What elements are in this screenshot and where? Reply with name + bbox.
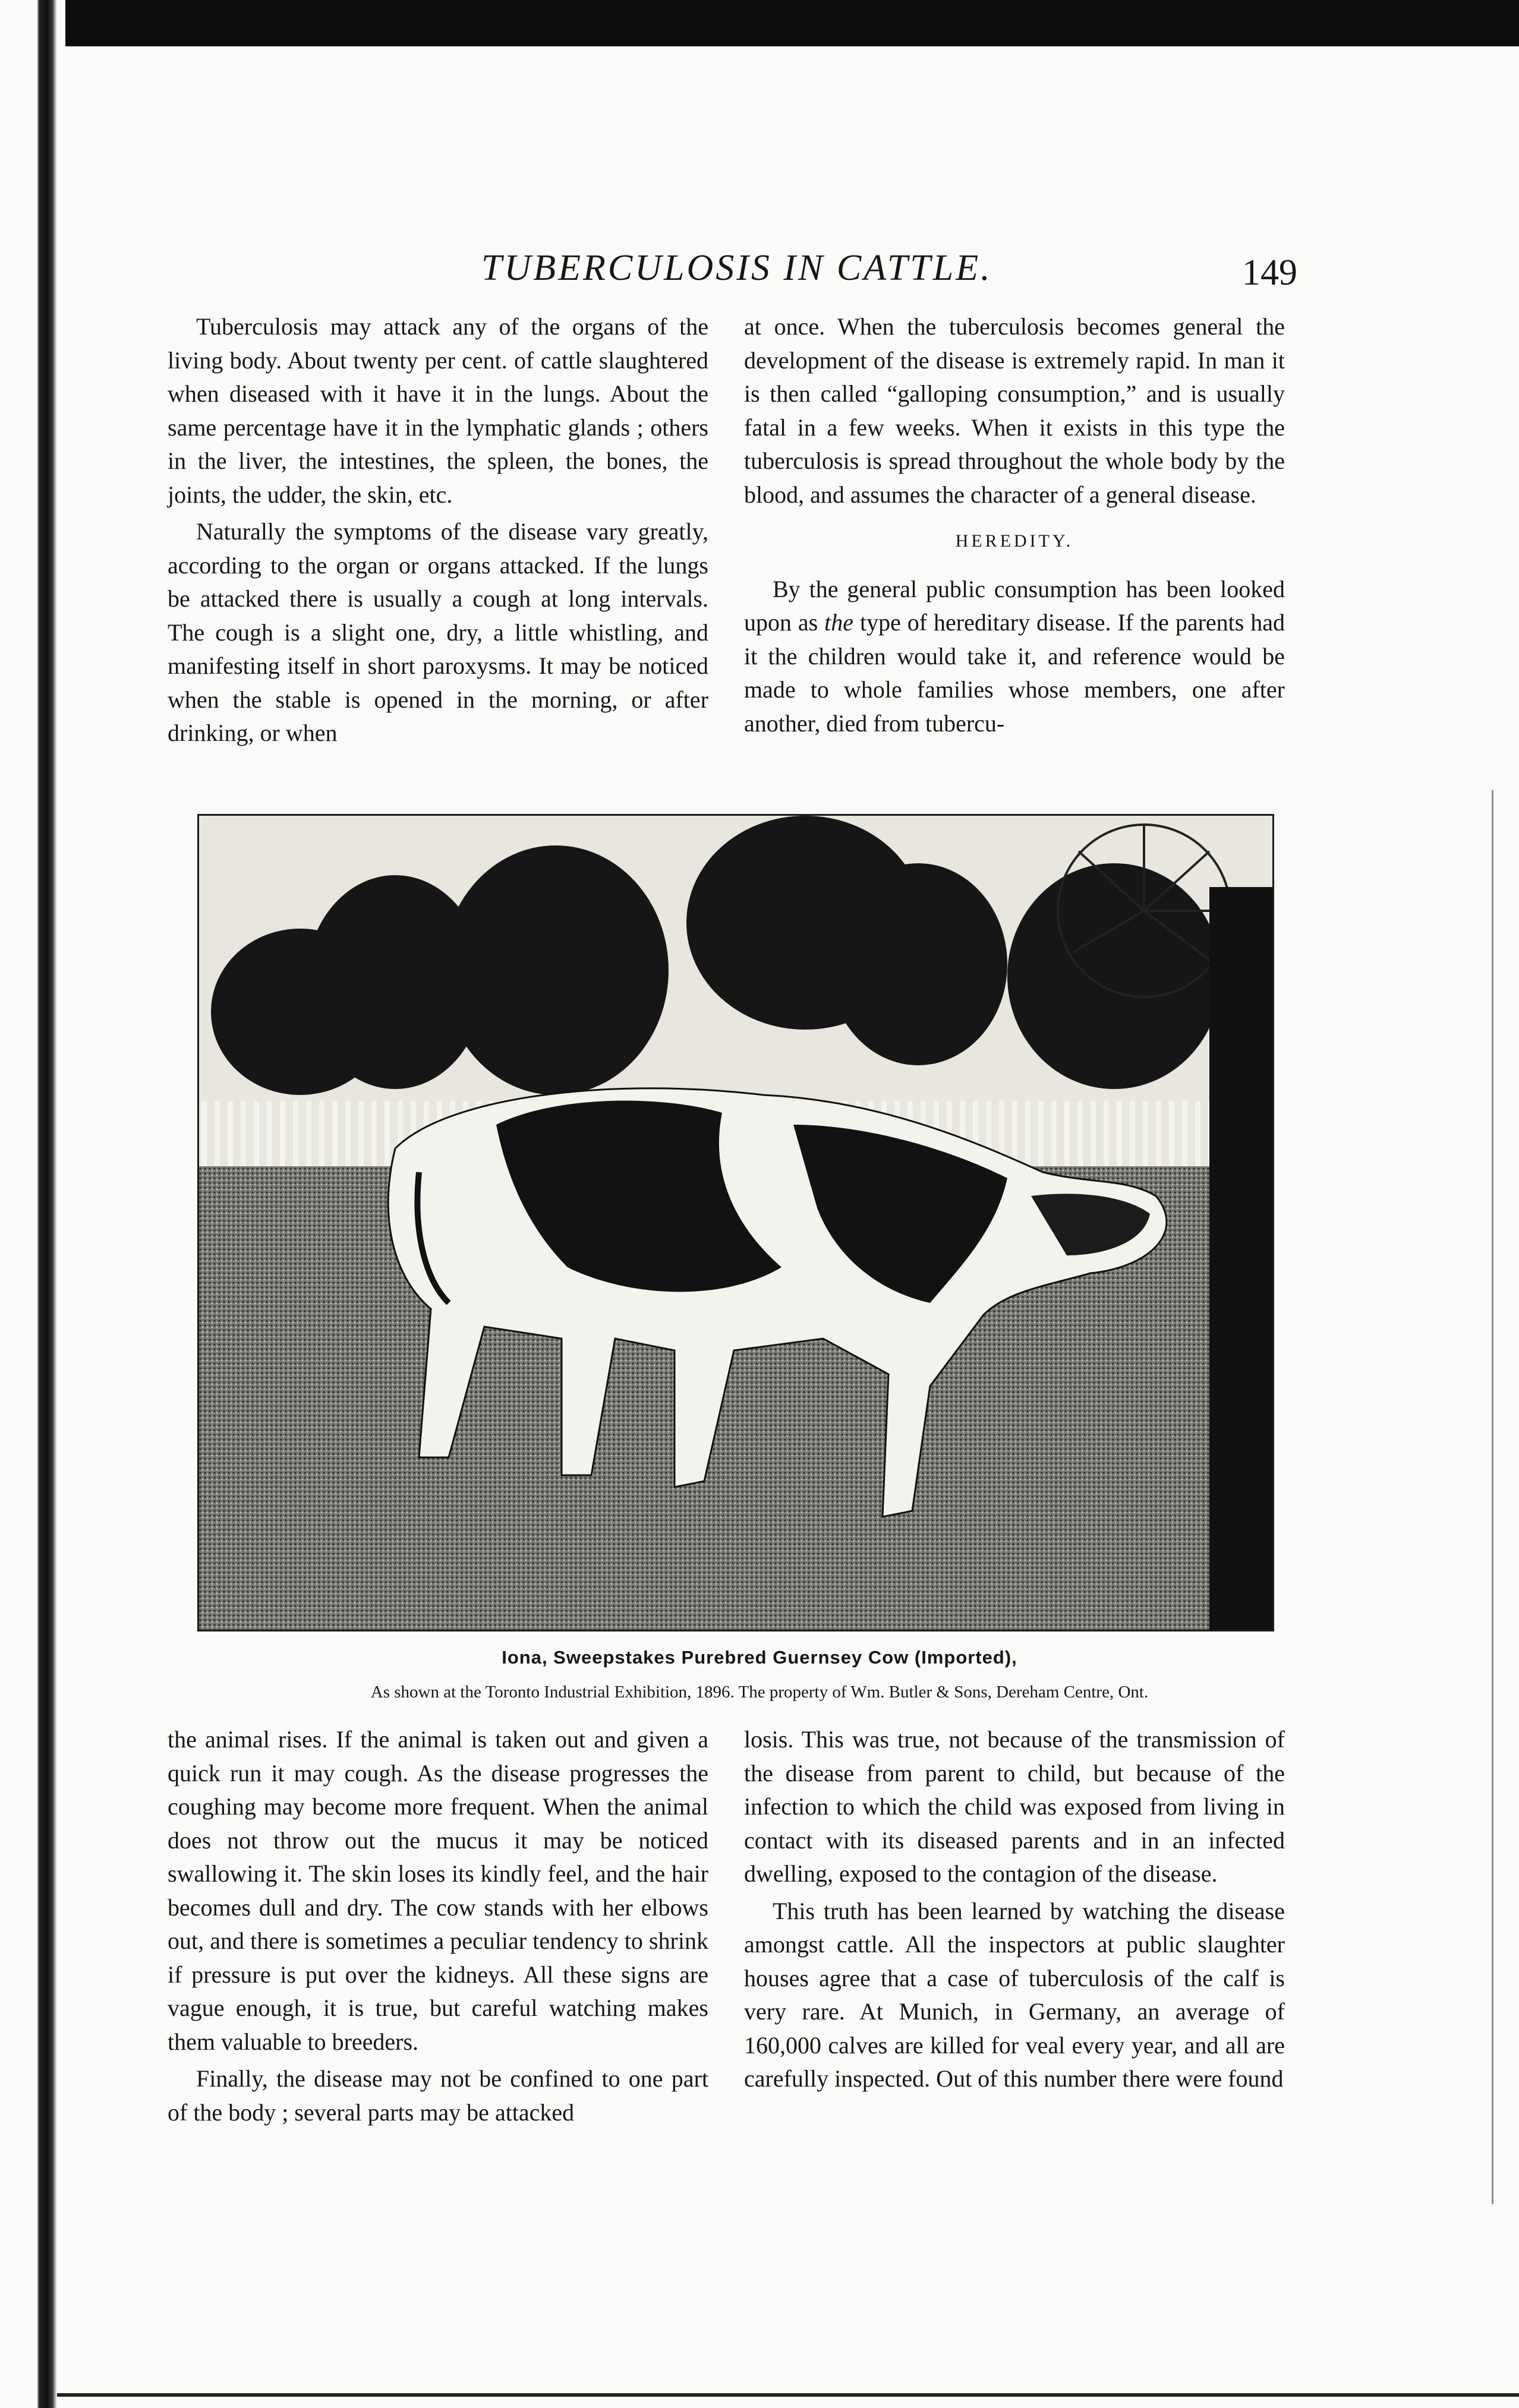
running-head <box>0 244 1519 297</box>
top-left-column <box>168 310 708 750</box>
cow-photograph <box>197 814 1274 1631</box>
text-run: type of hereditary disease. If the parents had it the children would take it, and reference would be made to whole families whose members, one after another, died from tubercu- <box>744 609 1285 737</box>
photograph-illustration <box>199 816 1272 1630</box>
figure-caption-title: Iona, Sweepstakes Purebred Guernsey Cow (Imported), <box>502 1647 1017 1668</box>
text-run: By the general public consumption has been looked upon as <box>744 575 1285 636</box>
scan-binding-edge <box>0 0 65 2408</box>
emphasis: the <box>824 609 854 636</box>
scan-right-mark <box>1492 790 1493 2204</box>
page-number: 149 <box>1242 253 1297 293</box>
scan-top-edge <box>0 0 1519 46</box>
paragraph: losis. This was true, not because of the transmission of the disease from parent to child, but because of the infection to which the child was exposed from living in contact with its diseased parents and in an infected dwelling, exposed to the contagion of the disease. <box>744 1726 1285 1887</box>
scan-bottom-rule <box>57 2393 1519 2397</box>
paragraph <box>744 573 1285 741</box>
paragraph: the animal rises. If the animal is taken out and given a quick run it may cough. As the disease progresses the coughing may become more frequent. When the animal does not throw out the mucus it may be noticed swallowing it. The skin loses its kindly feel, and the hair becomes dull and dry. The cow stands with her elbows out, and there is sometimes a peculiar tendency to shrink if pressure is put over the kidneys. All these signs are vague enough, it is true, but careful watching makes them valuable to breeders. <box>168 1726 708 2055</box>
paragraph: This truth has been learned by watching the disease amongst cattle. All the inspectors at public slaughter houses agree that a case of tuberculosis of the calf is very rare. At Munich, in Germany, an average of 160,000 calves are killed for veal every year, and all are carefully inspected. Out of this number there were found <box>744 1897 1285 2092</box>
bottom-left-column <box>168 1723 708 2129</box>
top-right-column <box>744 310 1285 740</box>
figure-caption-credit: As shown at the Toronto Industrial Exhibition, 1896. The property of Wm. Butler & Sons, Dereham Centre, Ont. <box>370 1683 1149 1702</box>
section-heading: HEREDITY. <box>955 531 1074 551</box>
paragraph: Tuberculosis may attack any of the organs of the living body. About twenty per cent. of cattle slaughtered when diseased with it have it in the lungs. About the same percentage have it in the lymphatic glands ; others in the liver, the intestines, the spleen, the bones, the joints, the udder, the skin, etc. <box>168 313 708 508</box>
running-title: TUBERCULOSIS IN CATTLE. <box>481 248 992 288</box>
handler-figure <box>1209 887 1272 1630</box>
bottom-right-column <box>744 1723 1285 2096</box>
paragraph: Finally, the disease may not be confined to one part of the body ; several parts may be attacked <box>168 2065 708 2126</box>
paragraph: Naturally the symptoms of the disease vary greatly, according to the organ or organs attacked. If the lungs be attacked there is usually a cough at long intervals. The cough is a slight one, dry, a little whistling, and manifesting itself in short paroxysms. It may be noticed when the stable is opened in the morning, or after drinking, or when <box>168 518 708 746</box>
paragraph: at once. When the tuberculosis becomes general the development of the disease is extremely rapid. In man it is then called “galloping consumption,” and is usually fatal in a few weeks. When it exists in this type the tuberculosis is spread throughout the whole body by the blood, and assumes the character of a general disease. <box>744 313 1285 508</box>
